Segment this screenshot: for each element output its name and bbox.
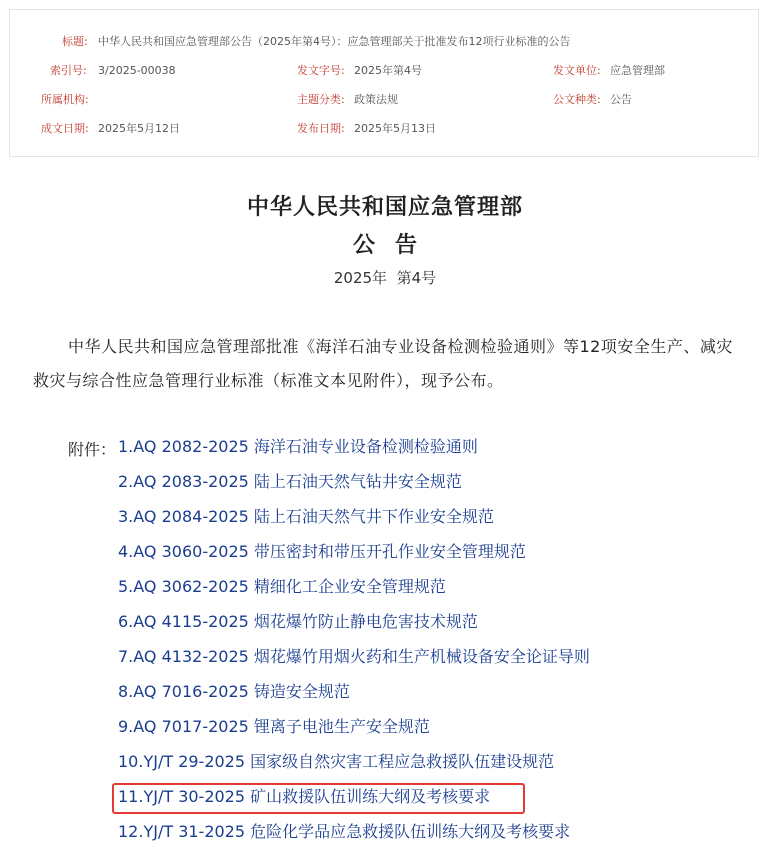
- attachment-item: [118, 537, 590, 572]
- doc-type-value: 公告: [610, 93, 632, 106]
- publish-date-label: 发布日期:: [297, 122, 345, 135]
- attachment-item: [118, 642, 590, 677]
- attachment-item: [118, 467, 590, 502]
- topic-value: 政策法规: [354, 93, 398, 106]
- title-value: 中华人民共和国应急管理部公告（2025年第4号）：应急管理部关于批准发布12项行业标准的公告: [98, 35, 571, 48]
- announcement-title: 公告: [352, 233, 437, 258]
- doc-number-value: 2025年第4号: [354, 64, 422, 77]
- attachment-link-7[interactable]: 7.AQ 4132-2025 烟花爆竹用烟火药和生产机械设备安全论证导则: [118, 647, 590, 666]
- attachment-link-11[interactable]: 11.YJ/T 30-2025 矿山救援队伍训练大纲及考核要求: [118, 787, 491, 806]
- attachment-link-12[interactable]: 12.YJ/T 31-2025 危险化学品应急救援队伍训练大纲及考核要求: [118, 822, 571, 841]
- attachment-item: [118, 677, 590, 712]
- attachment-item: [118, 502, 590, 537]
- announcement-body: 中华人民共和国应急管理部批准《海洋石油专业设备检测检验通则》等12项安全生产、减灾救灾与综合性应急管理行业标准（标准文本见附件），现予公布。: [33, 337, 733, 390]
- attachment-link-4[interactable]: 4.AQ 3060-2025 带压密封和带压开孔作业安全管理规范: [118, 542, 526, 561]
- attachments-label: 附件：: [68, 440, 117, 459]
- org-label: 所属机构:: [41, 93, 89, 106]
- attachment-link-8[interactable]: 8.AQ 7016-2025 铸造安全规范: [118, 682, 350, 701]
- written-date-label: 成文日期:: [41, 122, 89, 135]
- attachment-link-10[interactable]: 10.YJ/T 29-2025 国家级自然灾害工程应急救援队伍建设规范: [118, 752, 555, 771]
- publish-date-value: 2025年5月13日: [354, 122, 436, 135]
- attachment-link-6[interactable]: 6.AQ 4115-2025 烟花爆竹防止静电危害技术规范: [118, 612, 478, 631]
- attachment-link-3[interactable]: 3.AQ 2084-2025 陆上石油天然气井下作业安全规范: [118, 507, 494, 526]
- written-date-value: 2025年5月12日: [98, 122, 180, 135]
- attachment-item: [118, 607, 590, 642]
- attachment-link-9[interactable]: 9.AQ 7017-2025 锂离子电池生产安全规范: [118, 717, 430, 736]
- announcement-number: 2025年 第4号: [333, 269, 437, 287]
- title-label: 标题:: [62, 35, 88, 48]
- attachment-link-5[interactable]: 5.AQ 3062-2025 精细化工企业安全管理规范: [118, 577, 446, 596]
- attachment-item: [118, 572, 590, 607]
- attachment-item: [118, 817, 590, 852]
- doc-type-label: 公文种类:: [553, 93, 601, 106]
- attachment-item: [118, 747, 590, 782]
- attachment-item: [118, 432, 590, 467]
- issuing-authority-title: 中华人民共和国应急管理部: [246, 195, 523, 220]
- doc-number-label: 发文字号:: [297, 64, 345, 77]
- document-metadata-box: [9, 9, 759, 157]
- attachment-link-2[interactable]: 2.AQ 2083-2025 陆上石油天然气钻井安全规范: [118, 472, 462, 491]
- issuer-label: 发文单位:: [553, 64, 601, 77]
- attachment-item: [118, 712, 590, 747]
- index-label: 索引号:: [50, 64, 87, 77]
- attachment-link-1[interactable]: 1.AQ 2082-2025 海洋石油专业设备检测检验通则: [118, 437, 478, 456]
- issuer-value: 应急管理部: [610, 64, 665, 77]
- highlight-box: [112, 783, 525, 814]
- index-value: 3/2025-00038: [98, 64, 176, 77]
- topic-label: 主题分类:: [297, 93, 345, 106]
